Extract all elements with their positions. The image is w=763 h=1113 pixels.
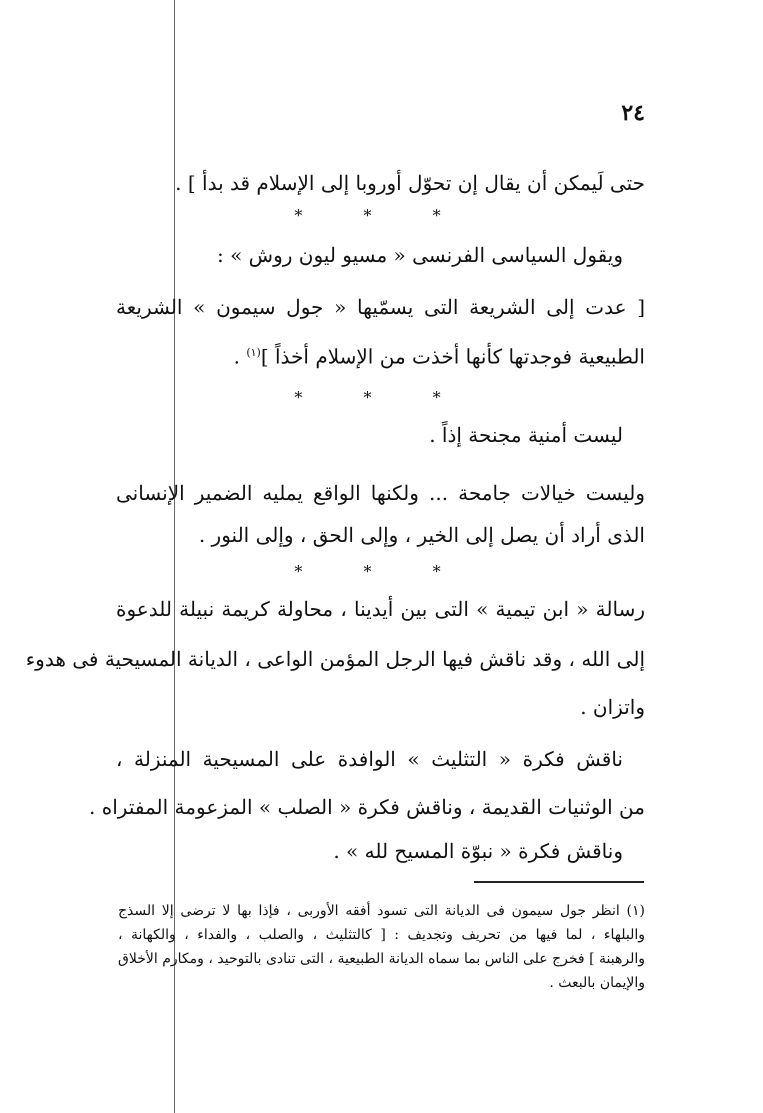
body-line-4-end: . (233, 344, 247, 369)
scan-crease-line (174, 0, 175, 1113)
body-line-6: وليست خيالات جامحة ... ولكنها الواقع يمليه الضمير الإنسانى (116, 481, 645, 505)
body-line-12: من الوثنيات القديمة ، وناقش فكرة « الصلب » المزعومة المفتراه . (89, 795, 645, 819)
body-line-1: حتى لَيمكن أن يقال إن تحوّل أوروبا إلى الإسلام قد بدأ ] . (175, 171, 645, 195)
page-number: ٢٤ (621, 100, 645, 126)
body-line-3: [ عدت إلى الشريعة التى يسمّيها « جول سيمون » الشريعة (116, 295, 645, 319)
footnote-divider (474, 881, 644, 883)
body-line-13: وناقش فكرة « نبوّة المسيح لله » . (333, 839, 623, 863)
footnote-line-4: والإيمان بالبعث . (549, 975, 645, 991)
body-line-7: الذى أراد أن يصل إلى الخير ، وإلى الحق ، وإلى النور . (198, 523, 645, 547)
body-line-10: واتزان . (580, 695, 645, 719)
body-line-5: ليست أمنية مجنحة إذاً . (429, 423, 623, 447)
body-line-11: ناقش فكرة « التثليث » الوافدة على المسيحية المنزلة ، (116, 747, 623, 771)
footnote-line-2: والبلهاء ، لما فيها من تحريف وتجديف : [ كالتثليث ، والصلب ، والفداء ، والكهانة ، (118, 927, 645, 943)
section-separator-2: * * * (294, 388, 469, 407)
footnote-line-1: (١) انظر جول سيمون فى الديانة التى تسود أفقه الأوربى ، فإذا بها لا ترضى إلا السذج (118, 903, 645, 919)
body-line-4-text: الطبيعية فوجدتها كأنها أخذت من الإسلام أخذاً ] (260, 344, 645, 369)
section-separator-3: * * * (294, 562, 469, 581)
footnote-marker[interactable]: (١) (246, 346, 261, 359)
section-separator-1: * * * (294, 206, 469, 225)
body-line-4 (116, 338, 645, 372)
body-line-9: إلى الله ، وقد ناقش فيها الرجل المؤمن الواعى ، الديانة المسيحية فى هدوء (25, 647, 645, 671)
body-line-8: رسالة « ابن تيمية » التى بين أيدينا ، محاولة كريمة نبيلة للدعوة (116, 597, 645, 621)
body-line-2: ويقول السياسى الفرنسى « مسيو ليون روش » : (216, 243, 623, 267)
footnote-line-3: والرهبنة ] فخرج على الناس بما سماه الديانة الطبيعية ، التى تنادى بالتوحيد ، ومكارم الأخلاق (118, 951, 645, 967)
